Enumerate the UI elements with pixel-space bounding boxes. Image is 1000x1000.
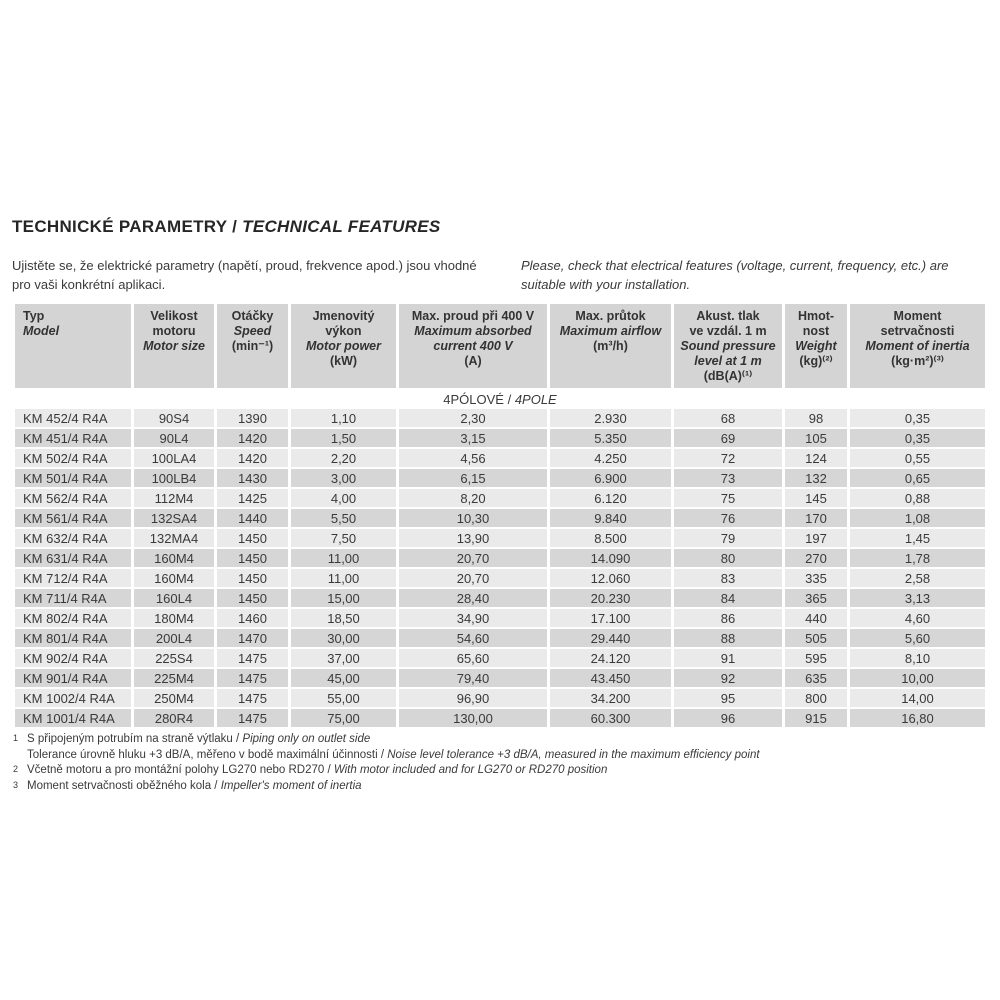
table-cell: 90S4: [134, 409, 214, 427]
table-cell: 76: [674, 509, 782, 527]
column-header-3: [291, 304, 396, 388]
table-cell: 1470: [217, 629, 288, 647]
table-cell: 75: [674, 489, 782, 507]
table-cell: 8,10: [850, 649, 985, 667]
intro-paragraph-czech: Ujistěte se, že elektrické parametry (napětí, proud, frekvence apod.) jsou vhodné pro vaši konkrétní aplikaci.: [12, 258, 477, 292]
table-cell: 10,00: [850, 669, 985, 687]
table-row: [15, 549, 985, 567]
table-cell: 55,00: [291, 689, 396, 707]
column-header-6: [674, 304, 782, 388]
table-cell: 11,00: [291, 549, 396, 567]
footnote-number: 1: [13, 733, 19, 743]
header-line-english: Motor power: [306, 339, 381, 353]
footnote-text-english: Piping only on outlet side: [242, 733, 371, 745]
table-cell: 100LB4: [134, 469, 214, 487]
table-cell: 1,10: [291, 409, 396, 427]
model-cell: KM 631/4 R4A: [15, 549, 131, 567]
table-cell: 13,90: [399, 529, 547, 547]
column-header-7: [785, 304, 847, 388]
model-cell: KM 501/4 R4A: [15, 469, 131, 487]
section-label: [15, 390, 985, 407]
table-header: [15, 304, 985, 388]
table-cell: 75,00: [291, 709, 396, 727]
footnote-line: [13, 763, 973, 779]
table-cell: 1475: [217, 669, 288, 687]
header-line-english: level at 1 m: [694, 354, 762, 368]
table-cell: 86: [674, 609, 782, 627]
table-cell: 80: [674, 549, 782, 567]
table-cell: 1425: [217, 489, 288, 507]
column-header-0: [15, 304, 131, 388]
table-cell: 4,56: [399, 449, 547, 467]
table-cell: 65,60: [399, 649, 547, 667]
table-cell: 7,50: [291, 529, 396, 547]
table-cell: 105: [785, 429, 847, 447]
table-cell: 10,30: [399, 509, 547, 527]
table-cell: 160M4: [134, 569, 214, 587]
header-line-czech: výkon: [325, 324, 362, 338]
footnote-text-czech: Moment setrvačnosti oběžného kola /: [27, 779, 221, 792]
header-line-english: Maximum absorbed: [414, 324, 532, 338]
table-cell: 130,00: [399, 709, 547, 727]
header-line-english: Sound pressure: [680, 339, 776, 353]
header-line-english: current 400 V: [433, 339, 513, 353]
table-cell: 3,15: [399, 429, 547, 447]
header-line-english: Moment of inertia: [865, 339, 970, 353]
column-header-1: [134, 304, 214, 388]
table-row: [15, 409, 985, 427]
table-cell: 34.200: [550, 689, 671, 707]
model-cell: KM 502/4 R4A: [15, 449, 131, 467]
table-cell: 16,80: [850, 709, 985, 727]
header-line-czech: ve vzdál. 1 m: [689, 324, 767, 338]
table-cell: 2.930: [550, 409, 671, 427]
table-cell: 5,60: [850, 629, 985, 647]
table-cell: 37,00: [291, 649, 396, 667]
table-row: [15, 689, 985, 707]
header-line-czech: Jmenovitý: [312, 309, 375, 323]
page-title-english: TECHNICAL FEATURES: [242, 217, 441, 237]
model-cell: KM 1002/4 R4A: [15, 689, 131, 707]
table-cell: 60.300: [550, 709, 671, 727]
technical-features-table: [12, 302, 988, 729]
table-cell: 1430: [217, 469, 288, 487]
footnote-text-czech: Tolerance úrovně hluku +3 dB/A, měřeno v bodě maximální účinnosti /: [27, 748, 388, 761]
model-cell: KM 901/4 R4A: [15, 669, 131, 687]
table-cell: 124: [785, 449, 847, 467]
table-cell: 8,20: [399, 489, 547, 507]
header-line-czech: Moment: [893, 309, 942, 323]
header-line-czech: Max. průtok: [575, 309, 646, 323]
table-cell: 2,58: [850, 569, 985, 587]
header-line-english: Weight: [795, 339, 837, 353]
table-cell: 250M4: [134, 689, 214, 707]
table-cell: 1440: [217, 509, 288, 527]
table-row: [15, 649, 985, 667]
header-unit: (min⁻¹): [231, 339, 274, 353]
table-cell: 79: [674, 529, 782, 547]
footnote-text-english: Noise level tolerance +3 dB/A, measured in the maximum efficiency point: [387, 748, 760, 761]
header-line-czech: Typ: [23, 309, 45, 323]
table-cell: 20,70: [399, 549, 547, 567]
table-cell: 1390: [217, 409, 288, 427]
model-cell: KM 801/4 R4A: [15, 629, 131, 647]
page-title-czech: TECHNICKÉ PARAMETRY /: [12, 217, 238, 237]
table-cell: 160L4: [134, 589, 214, 607]
table-row: [15, 589, 985, 607]
header-line-english: Motor size: [143, 339, 205, 353]
section-label-english: 4POLE: [514, 391, 557, 407]
table-cell: 5,50: [291, 509, 396, 527]
table-cell: 79,40: [399, 669, 547, 687]
table-cell: 225M4: [134, 669, 214, 687]
table-row: [15, 569, 985, 587]
table-header-row: [15, 304, 985, 388]
table-cell: 90L4: [134, 429, 214, 447]
page-title: [12, 217, 441, 237]
table-cell: 197: [785, 529, 847, 547]
table-cell: 1460: [217, 609, 288, 627]
footnote-text-czech: Včetně motoru a pro montážní polohy LG270 nebo RD270 /: [27, 764, 334, 776]
column-header-4: [399, 304, 547, 388]
table-cell: 200L4: [134, 629, 214, 647]
table-cell: 4,60: [850, 609, 985, 627]
table-cell: 28,40: [399, 589, 547, 607]
table-cell: 45,00: [291, 669, 396, 687]
table-cell: 72: [674, 449, 782, 467]
table-cell: 1,45: [850, 529, 985, 547]
header-line-english: Speed: [233, 324, 272, 338]
table-cell: 1420: [217, 449, 288, 467]
table-cell: 30,00: [291, 629, 396, 647]
table-row: [15, 489, 985, 507]
table-cell: 132: [785, 469, 847, 487]
table-cell: 915: [785, 709, 847, 727]
table-cell: 335: [785, 569, 847, 587]
table-cell: 180M4: [134, 609, 214, 627]
table-row: [15, 449, 985, 467]
table-cell: 1475: [217, 689, 288, 707]
header-unit: (m³/h): [593, 339, 628, 353]
table-cell: 96,90: [399, 689, 547, 707]
table-cell: 1475: [217, 649, 288, 667]
table-cell: 73: [674, 469, 782, 487]
table-cell: 17.100: [550, 609, 671, 627]
header-line-czech: Otáčky: [231, 309, 274, 323]
table-cell: 6.900: [550, 469, 671, 487]
model-cell: KM 1001/4 R4A: [15, 709, 131, 727]
table-cell: 1450: [217, 589, 288, 607]
table-cell: 9.840: [550, 509, 671, 527]
table-cell: 1,50: [291, 429, 396, 447]
table-cell: 100LA4: [134, 449, 214, 467]
header-unit: (dB(A)⁽¹⁾: [703, 369, 753, 383]
header-unit: (kW): [329, 354, 358, 368]
table-cell: 15,00: [291, 589, 396, 607]
table-cell: 270: [785, 549, 847, 567]
footnote-text-czech: S připojeným potrubím na straně výtlaku /: [27, 733, 243, 745]
table-cell: 170: [785, 509, 847, 527]
table-row: [15, 529, 985, 547]
header-line-czech: Velikost: [150, 309, 198, 323]
table-row: [15, 669, 985, 687]
footnote-number: 2: [13, 764, 19, 774]
table-cell: 132MA4: [134, 529, 214, 547]
footnote-line: [13, 732, 973, 748]
table-cell: 12.060: [550, 569, 671, 587]
footnote-text-english: With motor included and for LG270 or RD270 position: [333, 764, 608, 776]
column-header-5: [550, 304, 671, 388]
table-cell: 11,00: [291, 569, 396, 587]
section-label-czech: 4PÓLOVÉ /: [443, 391, 512, 407]
table-cell: 595: [785, 649, 847, 667]
table-cell: 91: [674, 649, 782, 667]
table-cell: 3,13: [850, 589, 985, 607]
table-body: [15, 390, 985, 727]
table-row: [15, 709, 985, 727]
table-cell: 1450: [217, 549, 288, 567]
table-cell: 0,35: [850, 429, 985, 447]
header-unit: (kg)⁽²⁾: [799, 354, 833, 368]
table-cell: 225S4: [134, 649, 214, 667]
table-cell: 0,55: [850, 449, 985, 467]
table-cell: 505: [785, 629, 847, 647]
footnote-line: [13, 748, 973, 764]
model-cell: KM 452/4 R4A: [15, 409, 131, 427]
table-cell: 18,50: [291, 609, 396, 627]
table-cell: 1475: [217, 709, 288, 727]
table-cell: 14,00: [850, 689, 985, 707]
table-cell: 112M4: [134, 489, 214, 507]
table-cell: 4.250: [550, 449, 671, 467]
table-cell: 1,08: [850, 509, 985, 527]
header-line-czech: Akust. tlak: [696, 309, 760, 323]
intro-paragraph-english: Please, check that electrical features (voltage, current, frequency, etc.) are suitable with your installation.: [521, 258, 949, 292]
table-row: [15, 429, 985, 447]
table-cell: 20,70: [399, 569, 547, 587]
table-cell: 2,20: [291, 449, 396, 467]
table-cell: 1,78: [850, 549, 985, 567]
table-cell: 54,60: [399, 629, 547, 647]
model-cell: KM 562/4 R4A: [15, 489, 131, 507]
footnote-text-english: Impeller's moment of inertia: [220, 779, 362, 792]
table-cell: 96: [674, 709, 782, 727]
table-cell: 1420: [217, 429, 288, 447]
column-header-2: [217, 304, 288, 388]
model-cell: KM 632/4 R4A: [15, 529, 131, 547]
table-cell: 440: [785, 609, 847, 627]
table-row: [15, 609, 985, 627]
table-cell: 2,30: [399, 409, 547, 427]
header-line-czech: nost: [802, 324, 830, 338]
model-cell: KM 712/4 R4A: [15, 569, 131, 587]
header-line-czech: Hmot-: [797, 309, 835, 323]
table-cell: 95: [674, 689, 782, 707]
table-cell: 0,65: [850, 469, 985, 487]
model-cell: KM 902/4 R4A: [15, 649, 131, 667]
table-cell: 5.350: [550, 429, 671, 447]
table-row: [15, 629, 985, 647]
table-cell: 92: [674, 669, 782, 687]
table-cell: 84: [674, 589, 782, 607]
table-cell: 132SA4: [134, 509, 214, 527]
table-cell: 4,00: [291, 489, 396, 507]
table-cell: 68: [674, 409, 782, 427]
table-cell: 6,15: [399, 469, 547, 487]
header-unit: (kg·m²)⁽³⁾: [891, 354, 944, 368]
table-cell: 98: [785, 409, 847, 427]
model-cell: KM 711/4 R4A: [15, 589, 131, 607]
table-row: [15, 509, 985, 527]
footnotes-section: [13, 732, 973, 794]
header-line-english: Maximum airflow: [559, 324, 662, 338]
table-cell: 24.120: [550, 649, 671, 667]
model-cell: KM 802/4 R4A: [15, 609, 131, 627]
table-cell: 6.120: [550, 489, 671, 507]
table-cell: 8.500: [550, 529, 671, 547]
table-cell: 88: [674, 629, 782, 647]
header-unit: (A): [464, 354, 482, 368]
table-cell: 0,35: [850, 409, 985, 427]
table-cell: 43.450: [550, 669, 671, 687]
table-cell: 0,88: [850, 489, 985, 507]
table-cell: 34,90: [399, 609, 547, 627]
model-cell: KM 451/4 R4A: [15, 429, 131, 447]
header-line-english: Model: [23, 324, 60, 338]
table-cell: 14.090: [550, 549, 671, 567]
model-cell: KM 561/4 R4A: [15, 509, 131, 527]
section-row: [15, 390, 985, 407]
table-cell: 1450: [217, 529, 288, 547]
table-cell: 29.440: [550, 629, 671, 647]
header-line-czech: Max. proud při 400 V: [411, 309, 535, 323]
table-cell: 145: [785, 489, 847, 507]
table-cell: 800: [785, 689, 847, 707]
table-cell: 280R4: [134, 709, 214, 727]
table-cell: 635: [785, 669, 847, 687]
table-cell: 160M4: [134, 549, 214, 567]
table-cell: 83: [674, 569, 782, 587]
table-row: [15, 469, 985, 487]
table-cell: 1450: [217, 569, 288, 587]
header-line-czech: motoru: [152, 324, 196, 338]
table-cell: 69: [674, 429, 782, 447]
header-line-czech: setrvačnosti: [880, 324, 955, 338]
table-cell: 3,00: [291, 469, 396, 487]
table-cell: 20.230: [550, 589, 671, 607]
table-cell: 365: [785, 589, 847, 607]
footnote-line: [13, 779, 973, 795]
footnote-number: 3: [13, 779, 19, 790]
column-header-8: [850, 304, 985, 388]
